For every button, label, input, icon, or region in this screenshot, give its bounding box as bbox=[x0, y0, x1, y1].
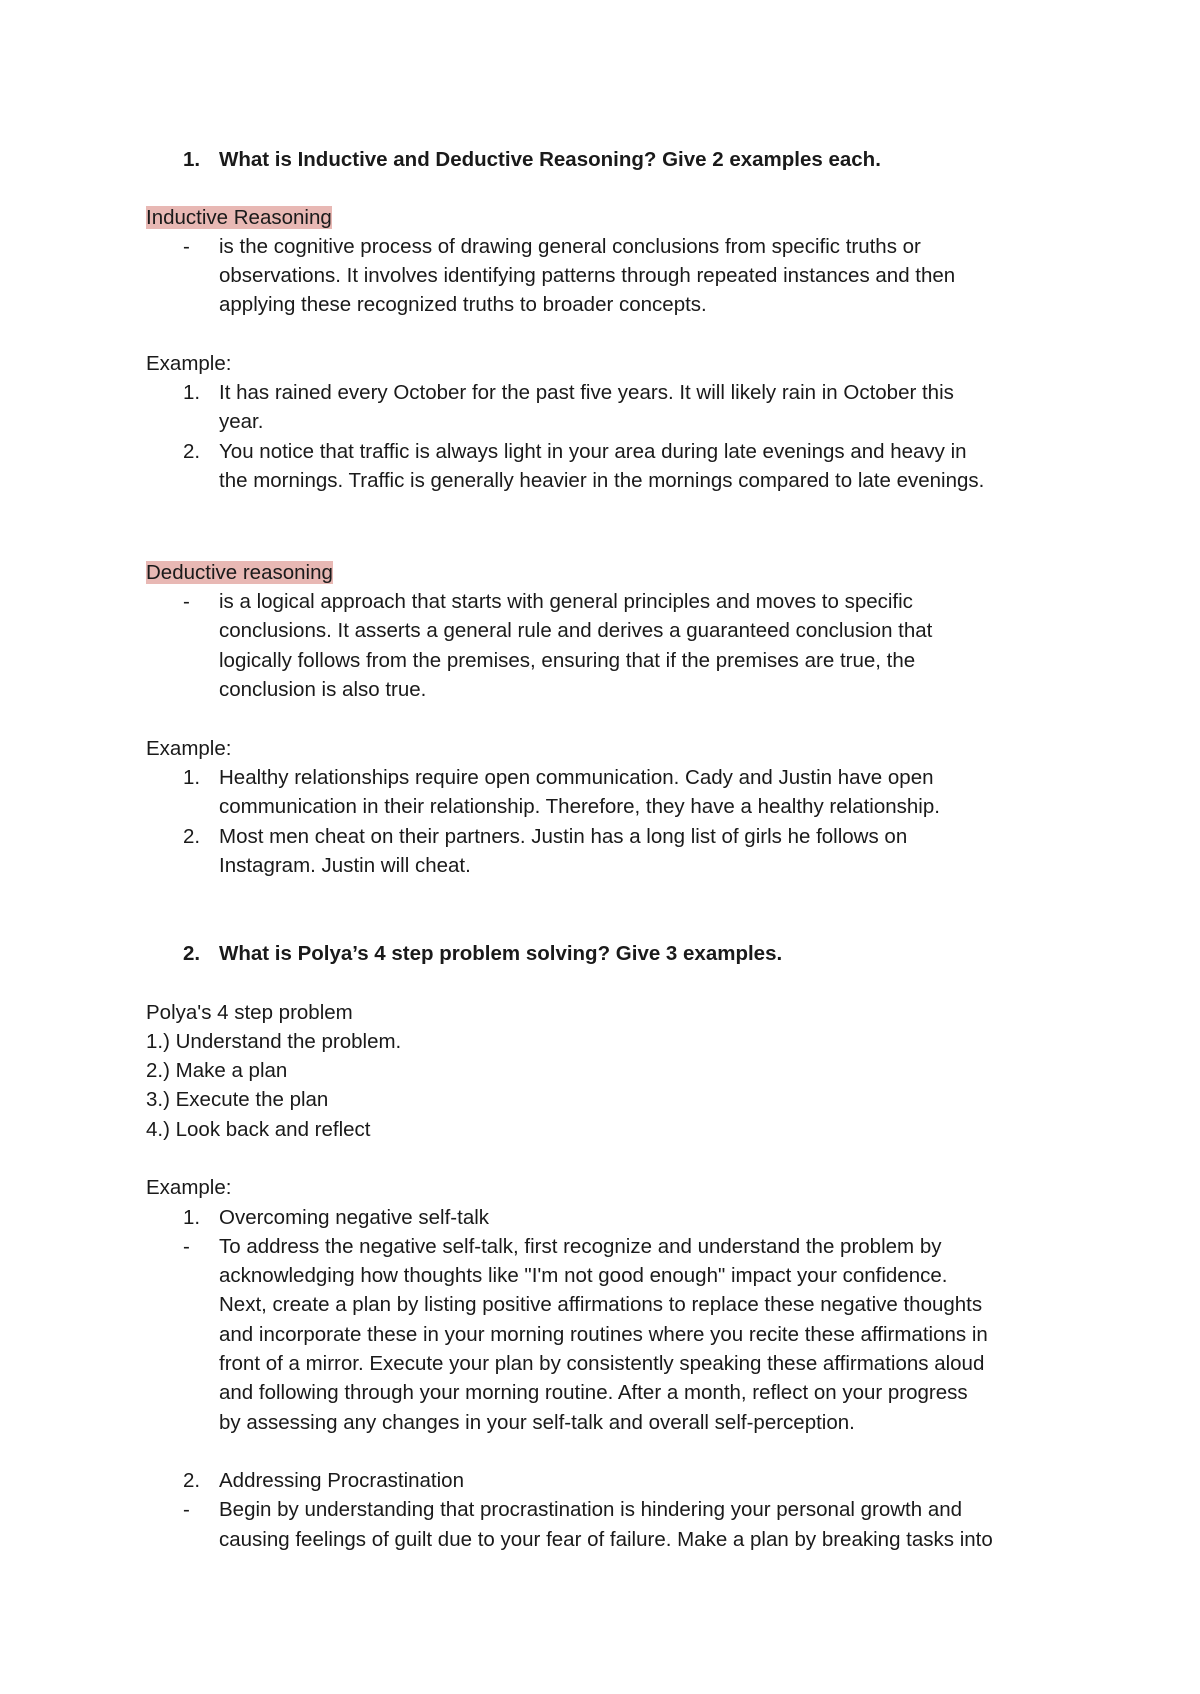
inductive-example-label: Example: bbox=[146, 352, 232, 375]
polya-step: 4.) Look back and reflect bbox=[146, 1118, 371, 1141]
polya-example-label: Example: bbox=[146, 1176, 232, 1199]
inductive-label bbox=[146, 203, 332, 232]
polya-example-1-line: by assessing any changes in your self-talk and overall self-perception. bbox=[219, 1411, 855, 1434]
inductive-example-2-number: 2. bbox=[183, 440, 201, 463]
polya-example-1-line: To address the negative self-talk, first recognize and understand the problem by bbox=[219, 1235, 942, 1258]
deductive-definition-line: is a logical approach that starts with general principles and moves to specific bbox=[219, 590, 913, 613]
polya-example-1-line: and following through your morning routine. After a month, reflect on your progress bbox=[219, 1381, 968, 1404]
deductive-bullet: - bbox=[183, 590, 190, 613]
deductive-example-1-line: communication in their relationship. Therefore, they have a healthy relationship. bbox=[219, 795, 940, 818]
polya-example-2-line: causing feelings of guilt due to your fear of failure. Make a plan by breaking tasks into bbox=[219, 1528, 993, 1551]
deductive-example-2-line: Instagram. Justin will cheat. bbox=[219, 854, 471, 877]
polya-example-1-line: Next, create a plan by listing positive affirmations to replace these negative thoughts bbox=[219, 1293, 983, 1316]
polya-example-2-number: 2. bbox=[183, 1469, 201, 1492]
polya-example-1-line: acknowledging how thoughts like "I'm not good enough" impact your confidence. bbox=[219, 1264, 948, 1287]
polya-example-2-title: Addressing Procrastination bbox=[219, 1469, 464, 1492]
polya-title: Polya's 4 step problem bbox=[146, 1001, 353, 1024]
polya-step: 1.) Understand the problem. bbox=[146, 1030, 402, 1053]
polya-example-1-bullet: - bbox=[183, 1235, 190, 1258]
deductive-example-2-line: Most men cheat on their partners. Justin has a long list of girls he follows on bbox=[219, 825, 908, 848]
inductive-definition-line: applying these recognized truths to broader concepts. bbox=[219, 293, 707, 316]
inductive-example-2-line: You notice that traffic is always light in your area during late evenings and heavy in bbox=[219, 440, 967, 463]
question-2-number: 2. bbox=[183, 942, 201, 965]
deductive-example-1-number: 1. bbox=[183, 766, 201, 789]
polya-example-2-line: Begin by understanding that procrastination is hindering your personal growth and bbox=[219, 1498, 963, 1521]
polya-example-2-bullet: - bbox=[183, 1498, 190, 1521]
deductive-example-2-number: 2. bbox=[183, 825, 201, 848]
deductive-definition-line: logically follows from the premises, ensuring that if the premises are true, the bbox=[219, 649, 916, 672]
inductive-example-2-line: the mornings. Traffic is generally heavier in the mornings compared to late evenings. bbox=[219, 469, 985, 492]
inductive-bullet: - bbox=[183, 235, 190, 258]
inductive-definition-line: is the cognitive process of drawing general conclusions from specific truths or bbox=[219, 235, 921, 258]
polya-example-1-line: and incorporate these in your morning routines where you recite these affirmations in bbox=[219, 1323, 988, 1346]
inductive-definition-line: observations. It involves identifying patterns through repeated instances and then bbox=[219, 264, 956, 287]
polya-example-1-title: Overcoming negative self-talk bbox=[219, 1206, 490, 1229]
deductive-highlight: Deductive reasoning bbox=[146, 561, 333, 584]
polya-example-1-number: 1. bbox=[183, 1206, 201, 1229]
polya-step: 2.) Make a plan bbox=[146, 1059, 288, 1082]
deductive-definition-line: conclusion is also true. bbox=[219, 678, 427, 701]
question-1-heading: What is Inductive and Deductive Reasoning? Give 2 examples each. bbox=[219, 148, 881, 171]
inductive-highlight: Inductive Reasoning bbox=[146, 206, 332, 229]
polya-example-1-line: front of a mirror. Execute your plan by consistently speaking these affirmations aloud bbox=[219, 1352, 985, 1375]
deductive-example-1-line: Healthy relationships require open communication. Cady and Justin have open bbox=[219, 766, 934, 789]
polya-step: 3.) Execute the plan bbox=[146, 1088, 329, 1111]
inductive-example-1-number: 1. bbox=[183, 381, 201, 404]
deductive-definition-line: conclusions. It asserts a general rule and derives a guaranteed conclusion that bbox=[219, 619, 933, 642]
deductive-example-label: Example: bbox=[146, 737, 232, 760]
question-2-heading: What is Polya’s 4 step problem solving? Give 3 examples. bbox=[219, 942, 783, 965]
inductive-example-1-line: year. bbox=[219, 410, 264, 433]
inductive-example-1-line: It has rained every October for the past five years. It will likely rain in October this bbox=[219, 381, 954, 404]
deductive-label bbox=[146, 558, 333, 587]
question-1-number: 1. bbox=[183, 148, 201, 171]
